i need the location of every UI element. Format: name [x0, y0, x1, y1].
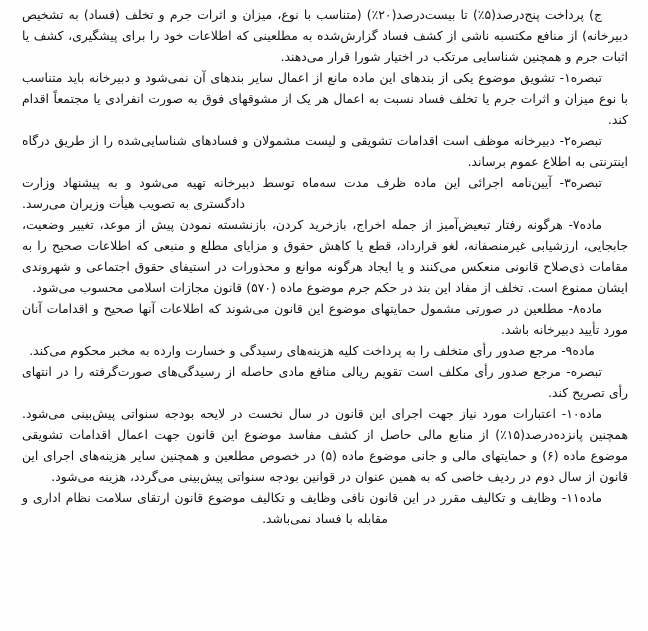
document-text-body — [22, 4, 628, 529]
paragraph-note-2: تبصره۲- دبیرخانه موظف است اقدامات تشویقی و لیست مشمولان و فسادهای شناسایی‌شده را از طریق درگاه اینترنتی به اطلاع عموم برساند. — [22, 133, 628, 169]
paragraph-note-1: تبصره۱- تشویق موضوع یکی از بندهای این ماده مانع از اعمال سایر بندهای آن نمی‌شود و دبیرخانه باید متناسب با نوع میزان و اثرات جرم یا تخلف فساد نسبت به اعمال هر یک از مشوقهای فوق به صورت انفرادی یا مجتمعاً اقدام کند. — [22, 70, 628, 127]
paragraph-article-7: ماده۷- هرگونه رفتار تبعیض‌آمیز از جمله اخراج، بازخرید کردن، بازنشسته نمودن پیش از موعد، تغییر وضعیت، جابجایی، ارزشیابی غیرمنصفانه، لغو قرارداد، قطع یا کاهش حقوق و مزایای مطلع و منبعی که اطلاعات صحیح را به مقامات ذی‌صلاح قانونی منعکس می‌کنند و یا ایجاد هرگونه موانع و محذورات در استیفای حقوق اجتماعی و شهروندی ایشان ممنوع است. تخلف از مفاد این بند در حکم جرم موضوع ماده (۵۷۰) قانون مجازات اسلامی محسوب می‌شود. — [22, 217, 628, 295]
paragraph-note-article-9: تبصره- مرجع صدور رأی مکلف است تقویم ریالی منافع مادی حاصله از رسیدگی‌های صورت‌گرفته را در انتهای رأی تصریح کند. — [22, 364, 628, 400]
paragraph-note-3: تبصره۳- آیین‌نامه اجرائی این ماده ظرف مدت سه‌ماه توسط دبیرخانه تهیه می‌شود و به پیشنهاد وزارت دادگستری به تصویب هیأت وزیران می‌رسد. — [22, 175, 602, 211]
paragraph-article-9: ماده۹- مرجع صدور رأی متخلف را به پرداخت کلیه هزینه‌های رسیدگی و خسارت وارده به مخبر محکوم می‌کند. — [29, 343, 595, 358]
paragraph-article-10: ماده۱۰- اعتبارات مورد نیاز جهت اجرای این قانون در سال نخست در لایحه بودجه سنواتی پیش‌بینی می‌شود. همچنین پانزده‌درصد(۱۵٪) از منابع مالی حاصل از کشف مفاسد موضوع این قانون جهت اعمال اقدامات تشویقی موضوع ماده (۶) و حمایتهای مالی و جانی موضوع ماده (۵) در خصوص مطلعین و همچنین سایر هزینه‌های اجرای این قانون از سال دوم در ردیف خاصی که به همین عنوان در قوانین بودجه سنواتی پیش‌بینی می‌گردد، هزینه می‌شود. — [22, 406, 628, 484]
paragraph-article-11: ماده۱۱- وظایف و تکالیف مقرر در این قانون نافی وظایف و تکالیف موضوع قانون ارتقای سلامت نظام اداری و مقابله با فساد نمی‌باشد. — [22, 490, 602, 526]
paragraph-clause-jim: ج) پرداخت پنج‌درصد(۵٪) تا بیست‌درصد(۲۰٪) (متناسب با نوع، میزان و اثرات جرم و تخلف (فساد) به تشخیص دبیرخانه) از منافع مکتسبه ناشی از کشف فساد گزارش‌شده به مطلعینی که اطلاعات خود را برای پیشگیری، کشف یا اثبات جرم و همچنین شناسایی مرتکب در اختیار شورا قرار می‌دهند. — [22, 7, 628, 64]
paragraph-article-8: ماده۸- مطلعین در صورتی مشمول حمایتهای موضوع این قانون می‌شوند که اطلاعات آنها صحیح و اقدامات آنان مورد تأیید دبیرخانه باشد. — [22, 301, 628, 337]
